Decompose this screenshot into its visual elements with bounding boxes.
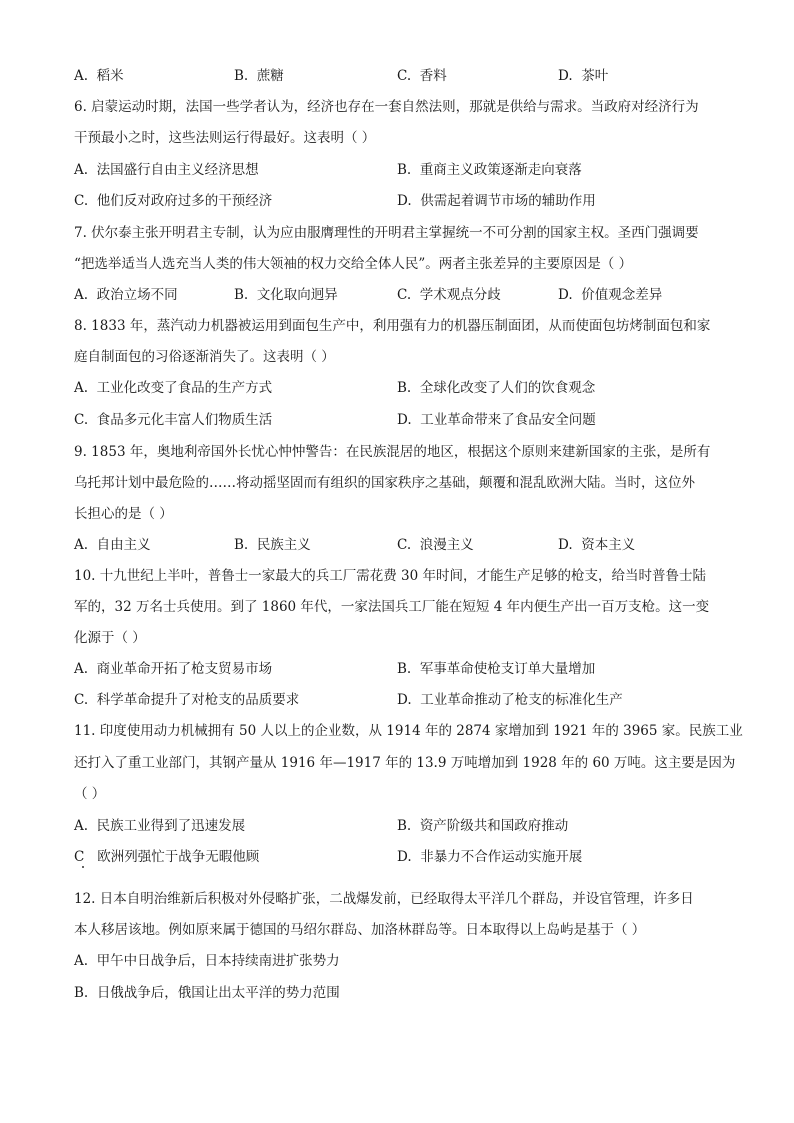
q11-option-b: B. 资产阶级共和国政府推动 xyxy=(397,818,569,834)
q8-option-c: C. 食品多元化丰富人们物质生活 xyxy=(74,412,273,428)
q9-option-b: B. 民族主义 xyxy=(234,537,311,553)
q7-options xyxy=(74,287,734,303)
q9-option-d: D. 资本主义 xyxy=(558,537,636,553)
q8-option-d: D. 工业革命带来了食品安全问题 xyxy=(397,412,596,428)
q9-stem-line-2: 乌托邦计划中最危险的……将动摇坚固而有组织的国家秩序之基础，颠覆和混乱欧洲大陆。当时，这位外 xyxy=(74,475,695,491)
q6-option-c: C. 他们反对政府过多的干预经济 xyxy=(74,193,273,209)
q6-option-d: D. 供需起着调节市场的辅助作用 xyxy=(397,193,596,209)
q9-option-c: C. 浪漫主义 xyxy=(397,537,474,553)
q12-stem-line-1: 12. 日本自明治维新后积极对外侵略扩张，二战爆发前，已经取得太平洋几个群岛，并设官管理，许多日 xyxy=(74,891,694,907)
q11-option-a: A. 民族工业得到了迅速发展 xyxy=(74,818,246,834)
q5-option-c: C. 香料 xyxy=(397,68,447,84)
q10-option-b: B. 军事革命使枪支订单大量增加 xyxy=(397,661,596,677)
q11-option-c: C 欧洲列强忙于战争无暇他顾 xyxy=(74,849,260,865)
q5-option-d: D. 茶叶 xyxy=(558,68,609,84)
q10-option-d: D. 工业革命推动了枪支的标准化生产 xyxy=(397,692,623,708)
q10-options-row-2 xyxy=(74,692,734,708)
q8-stem-line-2: 庭自制面包的习俗逐渐消失了。这表明（ ） xyxy=(74,349,335,365)
q11-stem-line-1: 11. 印度使用动力机械拥有 50 人以上的企业数，从 1914 年的 2874 家增加到 1921 年的 3965 家。民族工业 xyxy=(74,723,743,739)
q5-option-b: B. 蔗糖 xyxy=(234,68,284,84)
q9-option-a: A. 自由主义 xyxy=(74,537,151,553)
q5-options xyxy=(74,68,734,84)
q12-option-b: B. 日俄战争后，俄国让出太平洋的势力范围 xyxy=(74,985,340,1001)
q8-option-a: A. 工业化改变了食品的生产方式 xyxy=(74,380,273,396)
q7-option-c: C. 学术观点分歧 xyxy=(397,287,501,303)
q10-options-row-1 xyxy=(74,661,734,677)
q7-stem-line-2: “把选举适当人选充当人类的伟大领袖的权力交给全体人民”。两者主张差异的主要原因是（ ） xyxy=(74,256,633,272)
q12-option-a: A. 甲午中日战争后，日本持续南进扩张势力 xyxy=(74,953,340,969)
q11-options-row-1 xyxy=(74,818,734,834)
q5-option-a: A. 稻米 xyxy=(74,68,124,84)
q11-stem-line-2: 还打入了重工业部门，其钢产量从 1916 年—1917 年的 13.9 万吨增加到 1928 年的 60 万吨。这主要是因为 xyxy=(74,755,736,771)
q6-stem-line-1: 6. 启蒙运动时期，法国一些学者认为，经济也存在一套自然法则，那就是供给与需求。当政府对经济行为 xyxy=(74,99,699,115)
q8-options-row-2 xyxy=(74,412,734,428)
q8-stem-line-1: 8. 1833 年，蒸汽动力机器被运用到面包生产中，利用强有力的机器压制面团，从而使面包坊烤制面包和家 xyxy=(74,318,711,334)
q9-stem-line-3: 长担心的是（ ） xyxy=(74,506,173,522)
q10-stem-line-1: 10. 十九世纪上半叶，普鲁士一家最大的兵工厂需花费 30 年时间，才能生产足够的枪支，给当时普鲁士陆 xyxy=(74,568,707,584)
q6-options-row-2 xyxy=(74,193,734,209)
stray-dot-mark xyxy=(82,866,84,868)
q10-option-a: A. 商业革命开拓了枪支贸易市场 xyxy=(74,661,273,677)
q12-stem-line-2: 本人移居该地。例如原来属于德国的马绍尔群岛、加洛林群岛等。日本取得以上岛屿是基于（ ） xyxy=(74,922,646,938)
q6-option-b: B. 重商主义政策逐渐走向衰落 xyxy=(397,162,582,178)
q9-stem-line-1: 9. 1853 年，奥地利帝国外长忧心忡忡警告：在民族混居的地区，根据这个原则来建新国家的主张，是所有 xyxy=(74,444,711,460)
q8-options-row-1 xyxy=(74,380,734,396)
q11-option-d: D. 非暴力不合作运动实施开展 xyxy=(397,849,583,865)
q7-option-a: A. 政治立场不同 xyxy=(74,287,178,303)
q6-options-row-1 xyxy=(74,162,734,178)
q11-options-row-2 xyxy=(74,849,734,865)
q11-stem-line-3: （ ） xyxy=(74,786,106,802)
q7-option-d: D. 价值观念差异 xyxy=(558,287,663,303)
q8-option-b: B. 全球化改变了人们的饮食观念 xyxy=(397,380,596,396)
q10-stem-line-3: 化源于（ ） xyxy=(74,630,146,646)
q10-option-c: C. 科学革命提升了对枪支的品质要求 xyxy=(74,692,300,708)
q9-options xyxy=(74,537,734,553)
q7-stem-line-1: 7. 伏尔泰主张开明君主专制，认为应由服膺理性的开明君主掌握统一不可分割的国家主权。圣西门强调要 xyxy=(74,225,699,241)
q6-option-a: A. 法国盛行自由主义经济思想 xyxy=(74,162,259,178)
q10-stem-line-2: 军的，32 万名士兵使用。到了 1860 年代，一家法国兵工厂能在短短 4 年内便生产出一百万支枪。这一变 xyxy=(74,599,710,615)
q7-option-b: B. 文化取向迥异 xyxy=(234,287,338,303)
q6-stem-line-2: 干预最小之时，这些法则运行得最好。这表明（ ） xyxy=(74,130,376,146)
